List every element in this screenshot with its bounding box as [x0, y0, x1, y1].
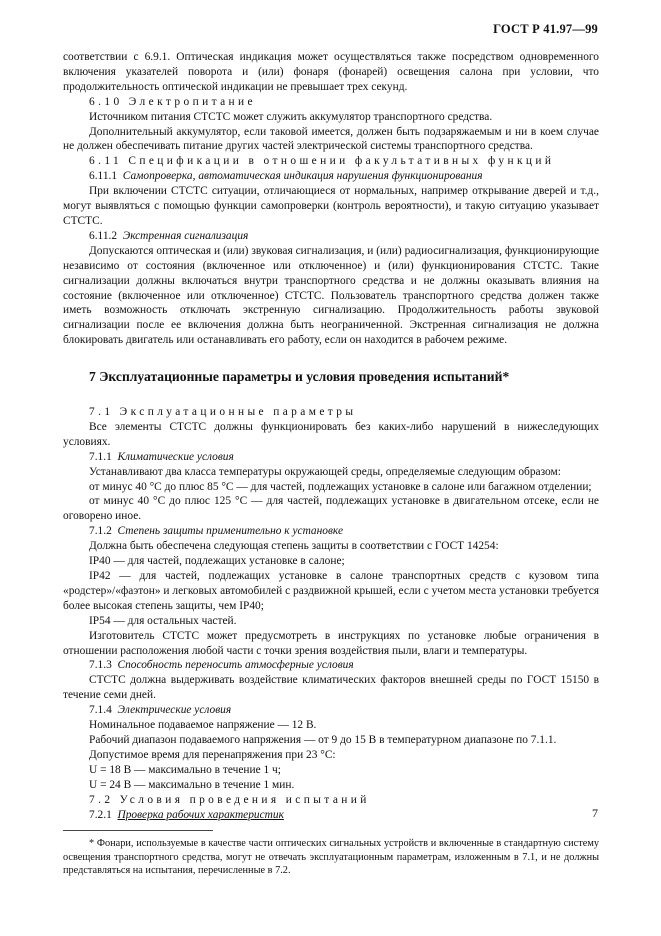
- heading-6-10: 6.10 Электропитание: [89, 95, 256, 108]
- footnote-divider: [63, 830, 213, 831]
- heading-number: 7.1.2: [89, 525, 112, 538]
- paragraph: IP54 — для остальных частей.: [89, 614, 237, 627]
- heading-7-2: 7.2 Условия проведения испытаний: [89, 793, 370, 806]
- heading-7-1-1: [63, 450, 599, 465]
- paragraph: от минус 40 °С до плюс 125 °С — для частей, подлежащих установке в двигательном отсеке, если не оговорено иное.: [63, 495, 599, 523]
- paragraph: Допустимое время для перенапряжения при 23 °С:: [89, 748, 336, 761]
- section-7-heading: 7 Эксплуатационные параметры и условия проведения испытаний*: [89, 369, 510, 385]
- heading-6-11-2: [63, 229, 599, 244]
- paragraph: U = 24 В — максимально в течение 1 мин.: [89, 778, 295, 791]
- page-number: 7: [592, 806, 598, 820]
- heading-number: 7.1.3: [89, 659, 112, 672]
- heading-7-2-1: [63, 808, 599, 823]
- paragraph: от минус 40 °С до плюс 85 °С — для частей, подлежащих установке в салоне или багажном отделении;: [89, 480, 592, 493]
- heading-6-11-1: [63, 169, 599, 184]
- heading-number: 7.1.1: [89, 450, 112, 463]
- heading-number: 7.2.1: [89, 808, 112, 821]
- paragraph: U = 18 В — максимально в течение 1 ч;: [89, 763, 281, 776]
- heading-title: Самопроверка, автоматическая индикация нарушения функционирования: [122, 170, 483, 183]
- document-body: [63, 50, 599, 878]
- document-code-header: ГОСТ Р 41.97—99: [493, 22, 598, 36]
- heading-number: 7.1.4: [89, 704, 112, 717]
- heading-title: Способность переносить атмосферные условия: [117, 659, 354, 672]
- heading-7-1-4: [63, 703, 599, 718]
- paragraph: Изготовитель СТСТС может предусмотреть в инструкциях по установке любые ограничения в отношении расположения любой части с точки зрения воздействия пыли, влаги и температуры.: [63, 629, 599, 657]
- paragraph: Все элементы СТСТС должны функционировать без каких-либо нарушений в нижеследующих условиях.: [63, 420, 599, 448]
- heading-7-1: 7.1 Эксплуатационные параметры: [89, 406, 357, 419]
- heading-number: 6.11.1: [89, 170, 118, 183]
- paragraph: Источником питания СТСТС может служить аккумулятор транспортного средства.: [89, 110, 493, 123]
- paragraph: При включении СТСТС ситуации, отличающиеся от нормальных, например открывание дверей и т.д., могут выявляться с помощью функции самопроверки (контроль вероятности), и такую ситуацию указывает СТСТС.: [63, 185, 599, 227]
- heading-title: Степень защиты применительно к установке: [117, 525, 344, 538]
- paragraph: соответствии с 6.9.1. Оптическая индикация может осуществляться также посредством одновременного включения указателей поворота и (или) фонаря (фонарей) освещения салона при условии, что продолжительность оптической индикации не превышает трех секунд.: [63, 51, 599, 93]
- paragraph: СТСТС должна выдерживать воздействие климатических факторов внешней среды по ГОСТ 15150 в течение семи дней.: [63, 674, 599, 702]
- heading-6-11: 6.11 Спецификации в отношении факультативных функций: [89, 155, 555, 168]
- heading-title: Электрические условия: [117, 704, 232, 717]
- heading-title: Экстренная сигнализация: [122, 229, 249, 242]
- paragraph: Дополнительный аккумулятор, если таковой имеется, должен быть подзаряжаемым и ни в коем случае не должен обеспечивать питание других частей электрической системы транспортного средства.: [63, 125, 599, 153]
- heading-title: Климатические условия: [117, 450, 234, 463]
- paragraph: IP42 — для частей, подлежащих установке в салоне транспортных средств с кузовом типа «родстер»/«фаэтон» и легковых автомобилей с раздвижной крышей, если с учетом места установки требуется более высокая степень защиты, чем IP40;: [63, 570, 599, 612]
- heading-number: 6.11.2: [89, 229, 118, 242]
- paragraph: Рабочий диапазон подаваемого напряжения — от 9 до 15 В в температурном диапазоне по 7.1.1.: [89, 733, 557, 746]
- heading-7-1-3: [63, 658, 599, 673]
- paragraph: Устанавливают два класса температуры окружающей среды, определяемые следующим образом:: [89, 465, 561, 478]
- paragraph: Допускаются оптическая и (или) звуковая сигнализация, и (или) радиосигнализация, функционирующие независимо от состояния (включенное или отключенное) и (или) функционирования СТСТС. Такие сигнализации должны включаться внутри транспортного средства и не должны оказывать влияния на состояние (включенное или отключенное) СТСТС. Пользователь транспортного средства должен также иметь возможность отключать экстренную сигнализацию. Продолжительность работы звуковой сигнализации после ее включения должна быть неограниченной. Экстренная сигнализация не должна блокировать двигатель или останавливать его работу, если он находится в рабочем режиме.: [63, 244, 599, 347]
- paragraph: IP40 — для частей, подлежащих установке в салоне;: [89, 555, 345, 568]
- heading-title: Проверка рабочих характеристик: [117, 808, 284, 821]
- heading-7-1-2: [63, 524, 599, 539]
- footnote: * Фонари, используемые в качестве части оптических сигнальных устройств и включенные в стандартную систему освещения транспортного средства, могут не отвечать эксплуатационным параметрам, изложенным в 7.1, и не должны представляться на испытания, перечисленные в 7.2.: [63, 838, 599, 877]
- paragraph: Должна быть обеспечена следующая степень защиты в соответствии с ГОСТ 14254:: [89, 540, 499, 553]
- paragraph: Номинальное подаваемое напряжение — 12 В.: [89, 719, 317, 732]
